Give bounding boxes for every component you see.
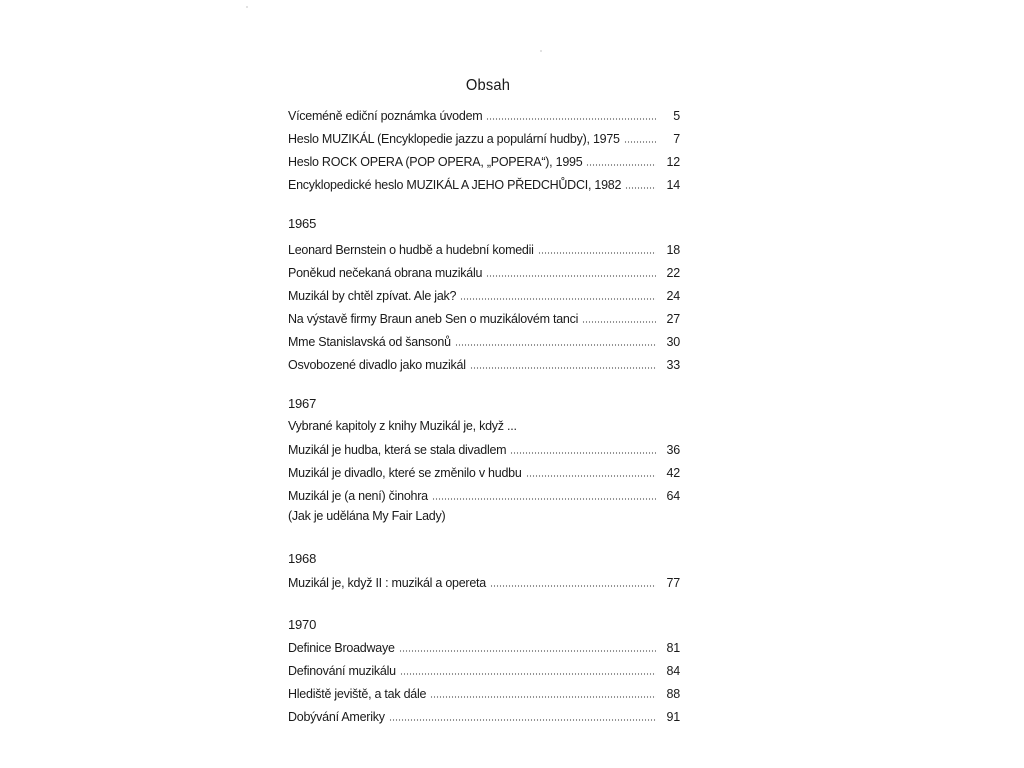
toc-entry-page: 42 [666, 466, 680, 480]
toc-entry-page: 30 [666, 335, 680, 349]
toc-entry-title: Muzikál je (a není) činohra [288, 489, 428, 503]
toc-entry [288, 638, 680, 656]
dot-leader [460, 298, 656, 300]
toc-entry [288, 129, 680, 147]
toc-entry [288, 309, 680, 327]
dot-leader [624, 141, 656, 143]
dot-leader [526, 475, 656, 477]
dot-leader [510, 452, 656, 454]
toc-entry-title: Muzikál je divadlo, které se změnilo v hudbu [288, 466, 522, 480]
dot-leader [486, 275, 656, 277]
toc-entry-page: 33 [666, 358, 680, 372]
section-note: (Jak je udělána My Fair Lady) [288, 509, 446, 523]
toc-entry-title: Muzikál je hudba, která se stala divadlem [288, 443, 507, 457]
dot-leader [538, 252, 656, 254]
toc-entry [288, 684, 680, 702]
toc-entry-page: 5 [673, 109, 680, 123]
toc-entry-title: Muzikál je, když II : muzikál a opereta [288, 576, 486, 590]
section-heading: Vybrané kapitoly z knihy Muzikál je, když ... [288, 419, 517, 433]
dot-leader [490, 585, 656, 587]
toc-entry-page: 88 [666, 687, 680, 701]
toc-entry-page: 22 [666, 266, 680, 280]
toc-entry-title: Muzikál by chtěl zpívat. Ale jak? [288, 289, 457, 303]
toc-entry [288, 263, 680, 281]
scan-speck [246, 6, 248, 8]
toc-entry-title: Dobývání Ameriky [288, 710, 385, 724]
toc-entry [288, 106, 680, 124]
section-year: 1967 [288, 396, 317, 411]
dot-leader [432, 498, 656, 500]
toc-entry [288, 440, 680, 458]
dot-leader [455, 344, 656, 346]
toc-entry [288, 152, 680, 170]
toc-entry-page: 12 [666, 155, 680, 169]
dot-leader [486, 118, 656, 120]
toc-entry-title: Hlediště jeviště, a tak dále [288, 687, 427, 701]
dot-leader [625, 187, 656, 189]
toc-entry-title: Leonard Bernstein o hudbě a hudební komedii [288, 243, 534, 257]
toc-entry-title: Víceméně ediční poznámka úvodem [288, 109, 483, 123]
toc-entry-page: 77 [666, 576, 680, 590]
toc-entry-page: 7 [673, 132, 680, 146]
page-title: Obsah [465, 77, 511, 94]
toc-entry-title: Mme Stanislavská od šansonů [288, 335, 451, 349]
toc-entry [288, 463, 680, 481]
toc-entry [288, 240, 680, 258]
dot-leader [400, 673, 656, 675]
toc-entry [288, 332, 680, 350]
dot-leader [582, 321, 656, 323]
toc-entry-title: Heslo MUZIKÁL (Encyklopedie jazzu a populární hudby), 1975 [288, 132, 620, 146]
toc-entry-page: 24 [666, 289, 680, 303]
toc-entry [288, 355, 680, 373]
toc-entry-page: 84 [666, 664, 680, 678]
dot-leader [389, 719, 656, 721]
toc-entry-title: Heslo ROCK OPERA (POP OPERA, „POPERA“), 1995 [288, 155, 583, 169]
toc-entry-page: 36 [666, 443, 680, 457]
toc-entry [288, 175, 680, 193]
toc-entry [288, 573, 680, 591]
toc-entry-title: Osvobozené divadlo jako muzikál [288, 358, 466, 372]
toc-entry-title: Poněkud nečekaná obrana muzikálu [288, 266, 483, 280]
section-year: 1965 [288, 216, 317, 231]
table-of-contents [288, 0, 688, 768]
dot-leader [586, 164, 656, 166]
toc-entry-title: Definice Broadwaye [288, 641, 395, 655]
toc-entry-title: Encyklopedické heslo MUZIKÁL A JEHO PŘEDCHŮDCI, 1982 [288, 178, 622, 192]
section-year: 1970 [288, 617, 317, 632]
toc-entry-page: 64 [666, 489, 680, 503]
toc-entry [288, 486, 680, 504]
toc-entry-title: Na výstavě firmy Braun aneb Sen o muzikálovém tanci [288, 312, 579, 326]
toc-entry-page: 81 [666, 641, 680, 655]
dot-leader [470, 367, 656, 369]
toc-entry [288, 286, 680, 304]
toc-entry-title: Definování muzikálu [288, 664, 396, 678]
toc-entry [288, 707, 680, 725]
toc-entry-page: 27 [666, 312, 680, 326]
dot-leader [430, 696, 656, 698]
dot-leader [399, 650, 656, 652]
section-year: 1968 [288, 551, 317, 566]
toc-entry [288, 661, 680, 679]
toc-entry-page: 14 [666, 178, 680, 192]
toc-entry-page: 91 [666, 710, 680, 724]
toc-entry-page: 18 [666, 243, 680, 257]
